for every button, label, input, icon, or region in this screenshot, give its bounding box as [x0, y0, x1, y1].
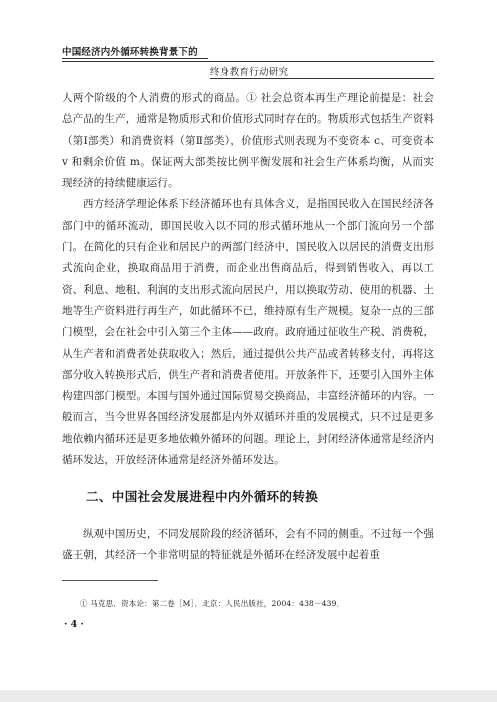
running-header: [62, 44, 434, 84]
header-rule-long: [62, 61, 434, 62]
body-text: [62, 88, 434, 471]
header-rule-bottom: [210, 78, 434, 79]
header-title: 中国经济内外循环转换背景下的: [62, 47, 198, 58]
header-subtitle: 终身教育行动研究: [210, 67, 289, 78]
section-heading: 二、中国社会发展进程中内外循环的转换: [86, 489, 319, 504]
paragraph-2: 西方经济学理论体系下经济循环也有具体含义，是指国民收入在国民经济各部门中的循环流动，即国民收入以不同的形式循环地从一个部门流向另一个部门。在简化的只有企业和居民户的两部门经济中，国民收入以居民的消费支出形式流向企业，换取商品用于消费，而企业出售商品后，得到销售收入，再以工资、利息、地租、利润的支出形式流向居民户，用以换取劳动、使用的机器、土地等生产资料进行再生产，如此循环不已，维持原有生产规模。复杂一点的三部门模型，会在社会中引入第三个主体——政府。政府通过征收生产税、消费税，从生产者和消费者处获取收入；然后，通过提供公共产品或者转移支付，再将这部分收入转换形式后，供生产者和消费者使用。开放条件下，还要引入国外主体构建四部门模型。本国与国外通过国际贸易交换商品，丰富经济循环的内容。一般而言，当今世界各国经济发展都是内外双循环并重的发展模式，只不过是更多地依赖内循环还是更多地依赖外循环的问题。理论上，封闭经济体通常是经济内循环发达，开放经济体通常是经济外循环发达。: [62, 198, 434, 467]
footnote: ① 马克思．资本论：第二卷［M］．北京：人民出版社，2004：438－439．: [80, 599, 345, 608]
header-rule-short: [62, 58, 208, 59]
paragraph-1: 人两个阶级的个人消费的形式的商品。① 社会总资本再生产理论前提是：社会总产品的生产，通常是物质形式和价值形式同时存在的。物质形式包括生产资料（第Ⅰ部类）和消费资料（第Ⅱ部类），价值形式则表现为不变资本 c、可变资本 v 和剩余价值 m。保证两大部类按比例平衡发展和社会生产体系均衡，从而实现经济的持续健康运行。: [62, 92, 434, 190]
section-paragraph: 纵观中国历史，不同发展阶段的经济循环，会有不同的侧重。不过每一个强盛王朝，其经济一个非常明显的特征就是外循环在经济发展中起着重: [62, 528, 434, 562]
section-body: [62, 524, 434, 567]
page-number: · 4 ·: [64, 619, 84, 630]
footnote-rule: [62, 580, 158, 581]
